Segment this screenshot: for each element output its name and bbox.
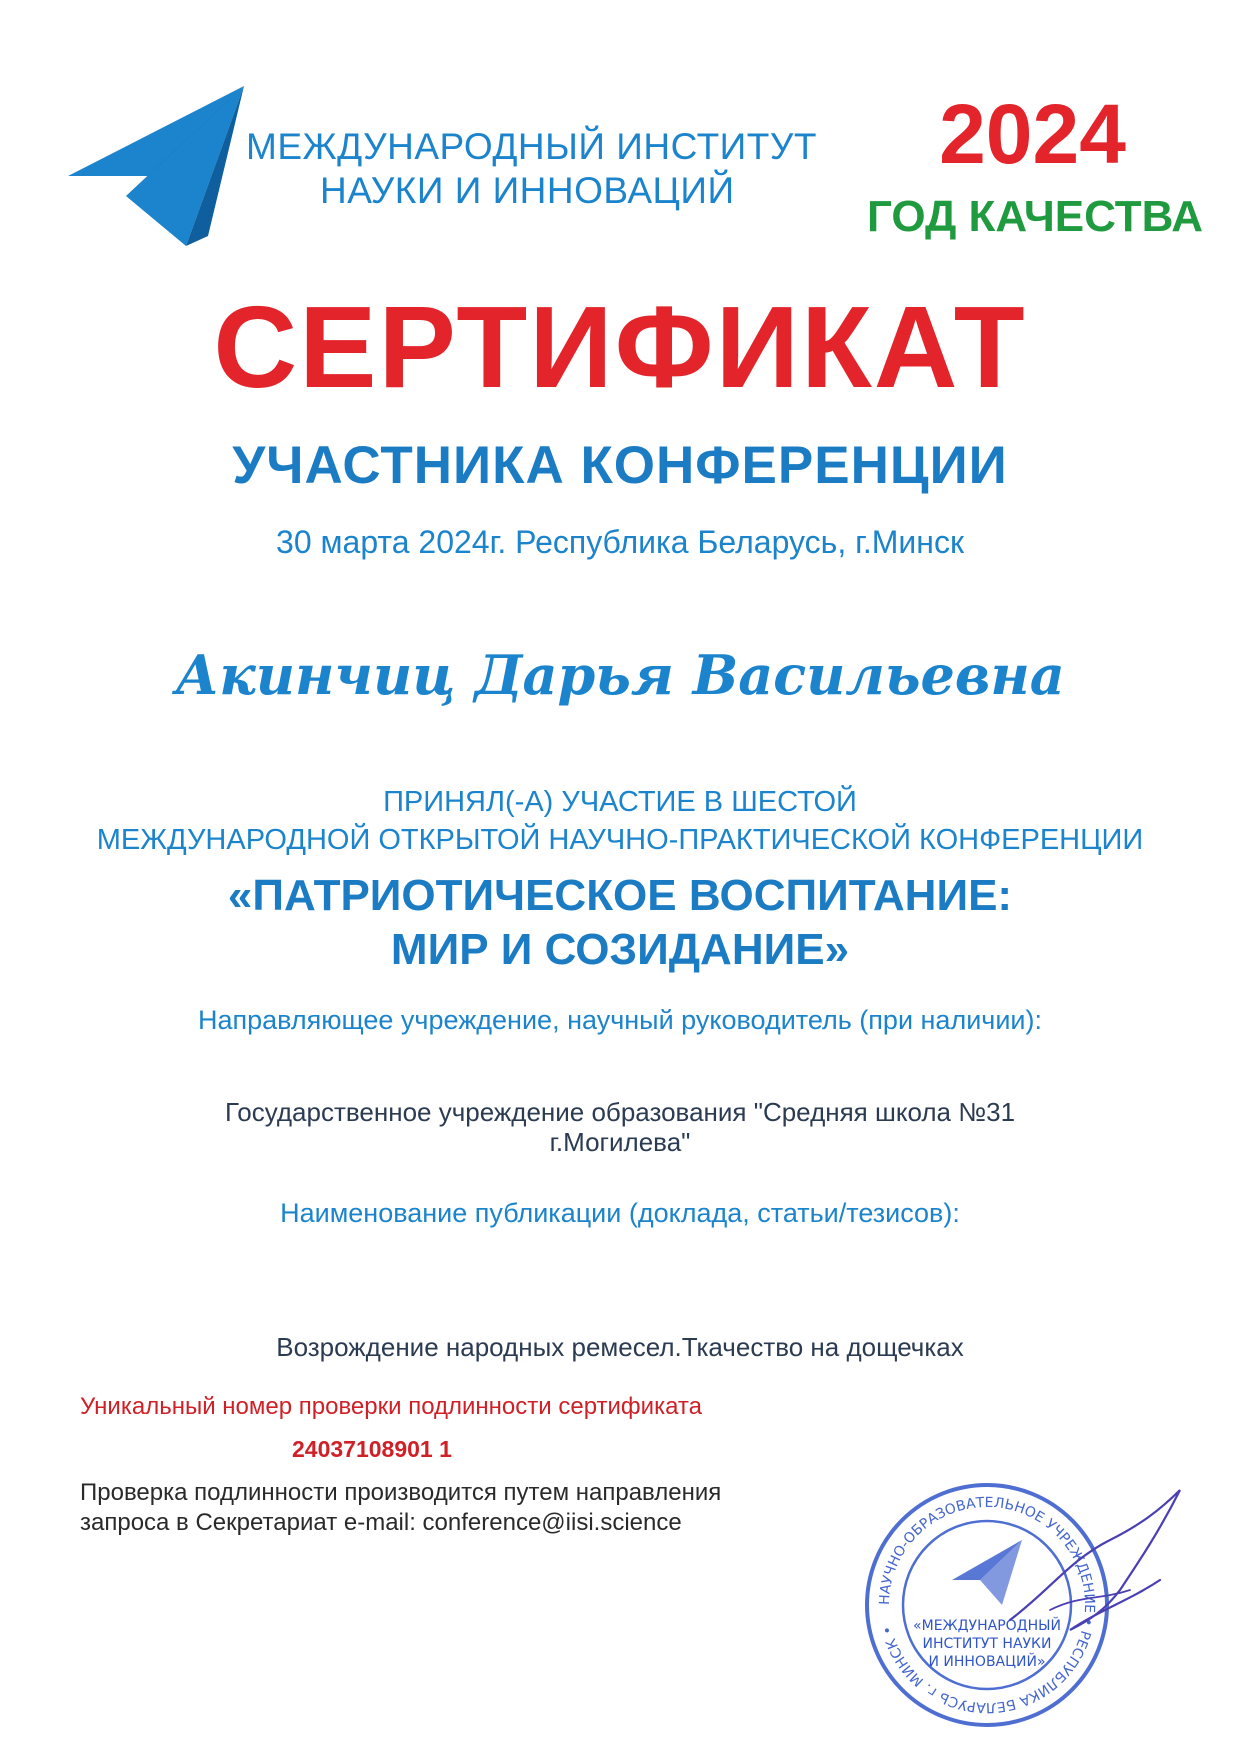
institution-value-line1: Государственное учреждение образования "Средняя школа №31 bbox=[224, 1097, 1016, 1127]
publication-label: Наименование публикации (доклада, статьи/тезисов): bbox=[280, 1198, 960, 1228]
stamp-center-line2: ИНСТИТУТ НАУКИ bbox=[922, 1636, 1052, 1652]
signature-icon bbox=[990, 1470, 1200, 1680]
took-part-line2: МЕЖДУНАРОДНОЙ ОТКРЫТОЙ НАУЧНО-ПРАКТИЧЕСКОЙ КОНФЕРЕНЦИИ bbox=[96, 824, 1144, 856]
institute-name-line1: МЕЖДУНАРОДНЫЙ ИНСТИТУТ bbox=[246, 126, 817, 167]
year-theme-label: ГОД КАЧЕСТВА bbox=[866, 192, 1204, 241]
verification-note-line1: Проверка подлинности производится путем направления bbox=[80, 1479, 722, 1506]
participant-name: Акинчиц Дарья Васильевна bbox=[175, 643, 1065, 707]
verification-note-line2: запроса в Секретариат e-mail: conference@iisi.science bbox=[80, 1509, 682, 1536]
institute-logo-icon bbox=[68, 86, 244, 246]
institution-label: Направляющее учреждение, научный руководитель (при наличии): bbox=[197, 1005, 1043, 1035]
unique-number: 24037108901 1 bbox=[292, 1436, 452, 1462]
stamp-ring-text: НАУЧНО-ОБРАЗОВАТЕЛЬНОЕ УЧРЕЖДЕНИЕ • РЕСПУБЛИКА БЕЛАРУСЬ г. МИНСК • bbox=[876, 1494, 1098, 1716]
certificate-subtitle: УЧАСТНИКА КОНФЕРЕНЦИИ bbox=[232, 436, 1008, 495]
institution-value-line2: г.Могилева" bbox=[549, 1127, 691, 1157]
stamp-center-line1: «МЕЖДУНАРОДНЫЙ bbox=[913, 1618, 1061, 1634]
publication-value: Возрождение народных ремесел.Ткачество на дощечках bbox=[276, 1332, 964, 1362]
date-place: 30 марта 2024г. Республика Беларусь, г.Минск bbox=[276, 524, 964, 560]
conference-title-line2: МИР И СОЗИДАНИЕ» bbox=[390, 925, 850, 974]
stamp-center-line3: И ИННОВАЦИЙ» bbox=[928, 1654, 1046, 1670]
took-part-line1: ПРИНЯЛ(-А) УЧАСТИЕ В ШЕСТОЙ bbox=[383, 786, 857, 818]
certificate-title: СЕРТИФИКАТ bbox=[213, 282, 1027, 412]
institute-name-line2: НАУКИ И ИННОВАЦИЙ bbox=[320, 170, 735, 211]
conference-title-line1: «ПАТРИОТИЧЕСКОЕ ВОСПИТАНИЕ: bbox=[227, 871, 1013, 920]
unique-number-label: Уникальный номер проверки подлинности сертификата bbox=[80, 1393, 702, 1420]
year-label: 2024 bbox=[939, 87, 1126, 181]
